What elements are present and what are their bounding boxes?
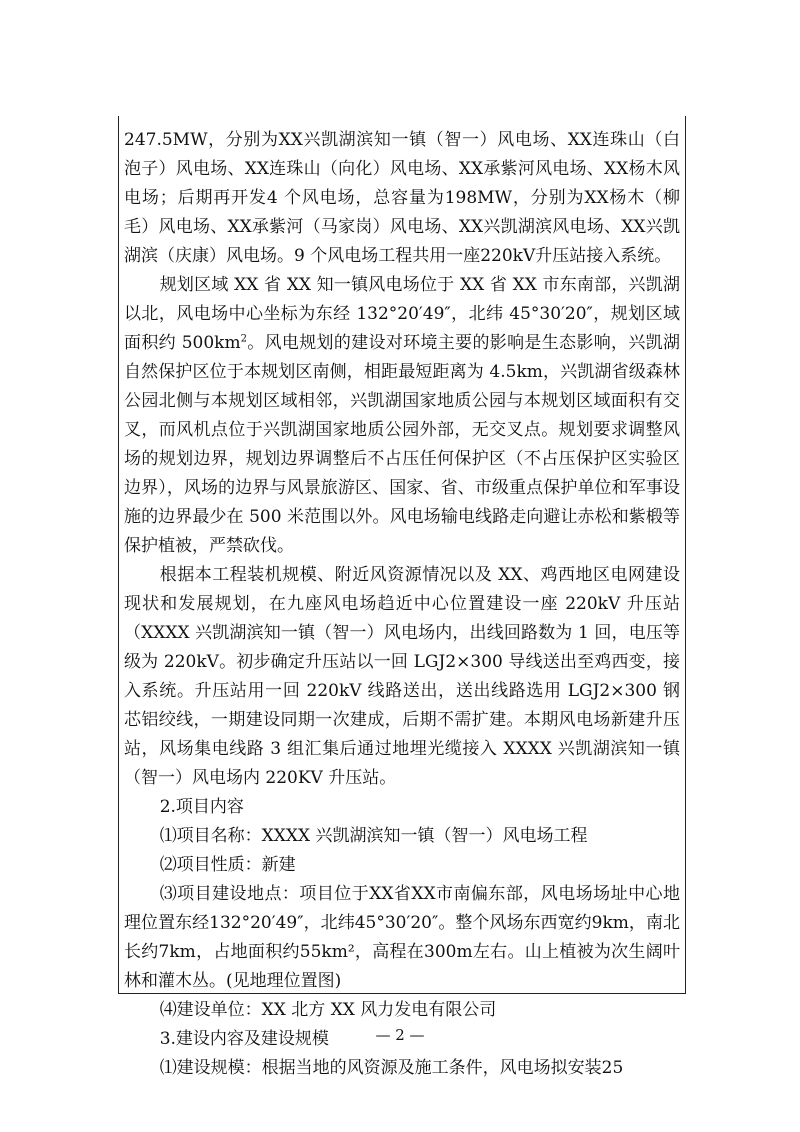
paragraph-3: 根据本工程装机规模、附近风资源情况以及 XX、鸡西地区电网建设现状和发展规划，在九座风电场趋近中心位置建设一座 220kV 升压站（XXXX 兴凯湖滨知一镇（智一）风电场内，出线回路数为 1 回，电压等级为 220kV。初步确定升压站以一回 LGJ2×300 导线送出至鸡西变，接入系统。升压站用一回 220kV 线路送出，送出线路选用 LGJ2×300 钢芯铝绞线，一期建设同期一次建成，后期不需扩建。本期风电场新建升压站，风场集电线路 3 组汇集后通过地埋光缆接入 XXXX 兴凯湖滨知一镇（智一）风电场内 220KV 升压站。 [124,565,680,788]
item-construction-scale: ⑴建设规模：根据当地的风资源及施工条件，风电场拟安装25 [159,1058,624,1078]
superscript: 2 [240,333,247,345]
page-number: — 2 — [375,1026,425,1044]
item-construction-unit: ⑷建设单位：XX 北方 XX 风力发电有限公司 [159,1000,497,1020]
document-body [124,126,680,1083]
section-heading-construction-scale: 3.建设内容及建设规模 [159,1029,329,1049]
paragraph-1: 247.5MW，分别为XX兴凯湖滨知一镇（智一）风电场、XX连珠山（白泡子）风电场、XX连珠山（向化）风电场、XX承紫河风电场、XX杨木风电场；后期再开发4 个风电场，总容量为198MW，分别为XX杨木（柳毛）风电场、XX承紫河（马家岗）风电场、XX兴凯湖滨风电场、XX兴凯湖滨（庆康）风电场。9 个风电场工程共用一座220kV升压站接入系统。 [124,130,680,266]
item-project-location: ⑶项目建设地点：项目位于XX省XX市南偏东部，风电场场址中心地理位置东经132°20′49″，北纬45°30′20″。整个风场东西宽约9km，南北长约7km，占地面积约55km²，高程在300m左右。山上植被为次生阔叶林和灌木丛。(见地理位置图) [124,884,680,991]
section-heading-project-content: 2.项目内容 [159,797,244,817]
item-project-name: ⑴项目名称：XXXX 兴凯湖滨知一镇（智一）风电场工程 [159,826,588,846]
item-project-nature: ⑵项目性质：新建 [159,855,296,875]
paragraph-2: 规划区域 XX 省 XX 知一镇风电场位于 XX 省 XX 市东南部，兴凯湖以北，风电场中心坐标为东经 132°20′49″，北纬 45°30′20″，规划区域面积约 $500km^2$。风电规划的建设对环境主要的影响是生态影响，兴凯湖自然保护区位于本规划区南侧，相距最短距离为 4.5km，兴凯湖省级森林公园北侧与本规划区域相邻，兴凯湖国家地质公园与本规划区域面积有交叉，而风机点位于兴凯湖国家地质公园外部，无交叉点。规划要求调整风场的规划边界，规划边界调整后不占压任何保护区（不占压保护区实验区边界），风场的边界与风景旅游区、国家、省、市级重点保护单位和军事设施的边界最少在 500 米范围以外。风电场输电线路走向避让赤松和紫椴等保护植被，严禁砍伐。 [124,275,680,556]
